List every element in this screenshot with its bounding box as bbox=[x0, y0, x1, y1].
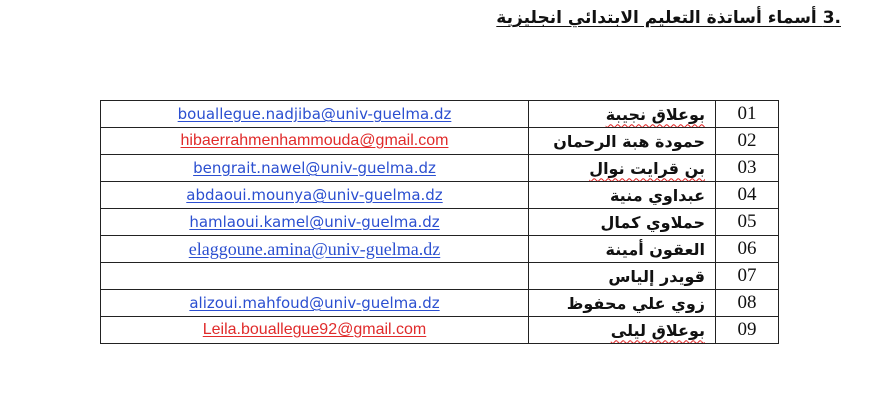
number-cell: 08 bbox=[716, 290, 779, 317]
email-cell bbox=[101, 128, 529, 155]
table-row bbox=[101, 317, 779, 344]
number-cell: 04 bbox=[716, 182, 779, 209]
email-cell bbox=[101, 290, 529, 317]
teacher-name: حملاوي كمال bbox=[600, 212, 705, 232]
table-row bbox=[101, 263, 779, 290]
number-cell: 09 bbox=[716, 317, 779, 344]
email-link[interactable]: bengrait.nawel@univ-guelma.dz bbox=[193, 159, 436, 177]
name-cell bbox=[529, 317, 716, 344]
email-link[interactable]: hibaerrahmenhammouda@gmail.com bbox=[180, 132, 449, 149]
table-row bbox=[101, 101, 779, 128]
number-cell: 03 bbox=[716, 155, 779, 182]
email-link[interactable]: elaggoune.amina@univ-guelma.dz bbox=[188, 238, 441, 259]
email-cell bbox=[101, 263, 529, 290]
table-row bbox=[101, 290, 779, 317]
teacher-name: عبداوي منية bbox=[609, 185, 705, 205]
number-cell: 01 bbox=[716, 101, 779, 128]
email-link[interactable]: alizoui.mahfoud@univ-guelma.dz bbox=[189, 294, 440, 312]
email-link[interactable]: hamlaoui.kamel@univ-guelma.dz bbox=[189, 213, 440, 231]
table-row bbox=[101, 209, 779, 236]
table-row bbox=[101, 182, 779, 209]
name-cell bbox=[529, 155, 716, 182]
email-cell bbox=[101, 101, 529, 128]
table-row bbox=[101, 236, 779, 263]
teacher-name: حمودة هبة الرحمان bbox=[553, 131, 705, 151]
table-row bbox=[101, 128, 779, 155]
number-cell: 06 bbox=[716, 236, 779, 263]
name-cell bbox=[529, 263, 716, 290]
email-link[interactable]: bouallegue.nadjiba@univ-guelma.dz bbox=[177, 105, 452, 123]
number-cell: 07 bbox=[716, 263, 779, 290]
email-cell bbox=[101, 209, 529, 236]
teacher-name: العقون أمينة bbox=[605, 239, 705, 259]
email-cell bbox=[101, 182, 529, 209]
name-cell bbox=[529, 101, 716, 128]
teacher-name: زوي علي محفوظ bbox=[566, 293, 705, 313]
name-cell bbox=[529, 209, 716, 236]
email-link[interactable]: Leila.bouallegue92@gmail.com bbox=[202, 321, 427, 338]
email-cell bbox=[101, 236, 529, 263]
teacher-name: بوعلاق نجيبة bbox=[605, 104, 705, 124]
name-cell bbox=[529, 236, 716, 263]
email-link[interactable]: abdaoui.mounya@univ-guelma.dz bbox=[186, 186, 443, 204]
name-cell bbox=[529, 128, 716, 155]
teacher-name: بن قرايت نوال bbox=[589, 158, 705, 178]
table-row bbox=[101, 155, 779, 182]
name-cell bbox=[529, 290, 716, 317]
name-cell bbox=[529, 182, 716, 209]
teachers-table bbox=[100, 100, 779, 344]
email-cell bbox=[101, 317, 529, 344]
teacher-name: قويدر إلياس bbox=[608, 266, 705, 286]
section-heading: .3 أسماء أساتذة التعليم الابتدائي انجليزية bbox=[496, 8, 841, 28]
number-cell: 05 bbox=[716, 209, 779, 236]
number-cell: 02 bbox=[716, 128, 779, 155]
email-cell bbox=[101, 155, 529, 182]
teacher-name: بوعلاق ليلى bbox=[610, 320, 705, 340]
